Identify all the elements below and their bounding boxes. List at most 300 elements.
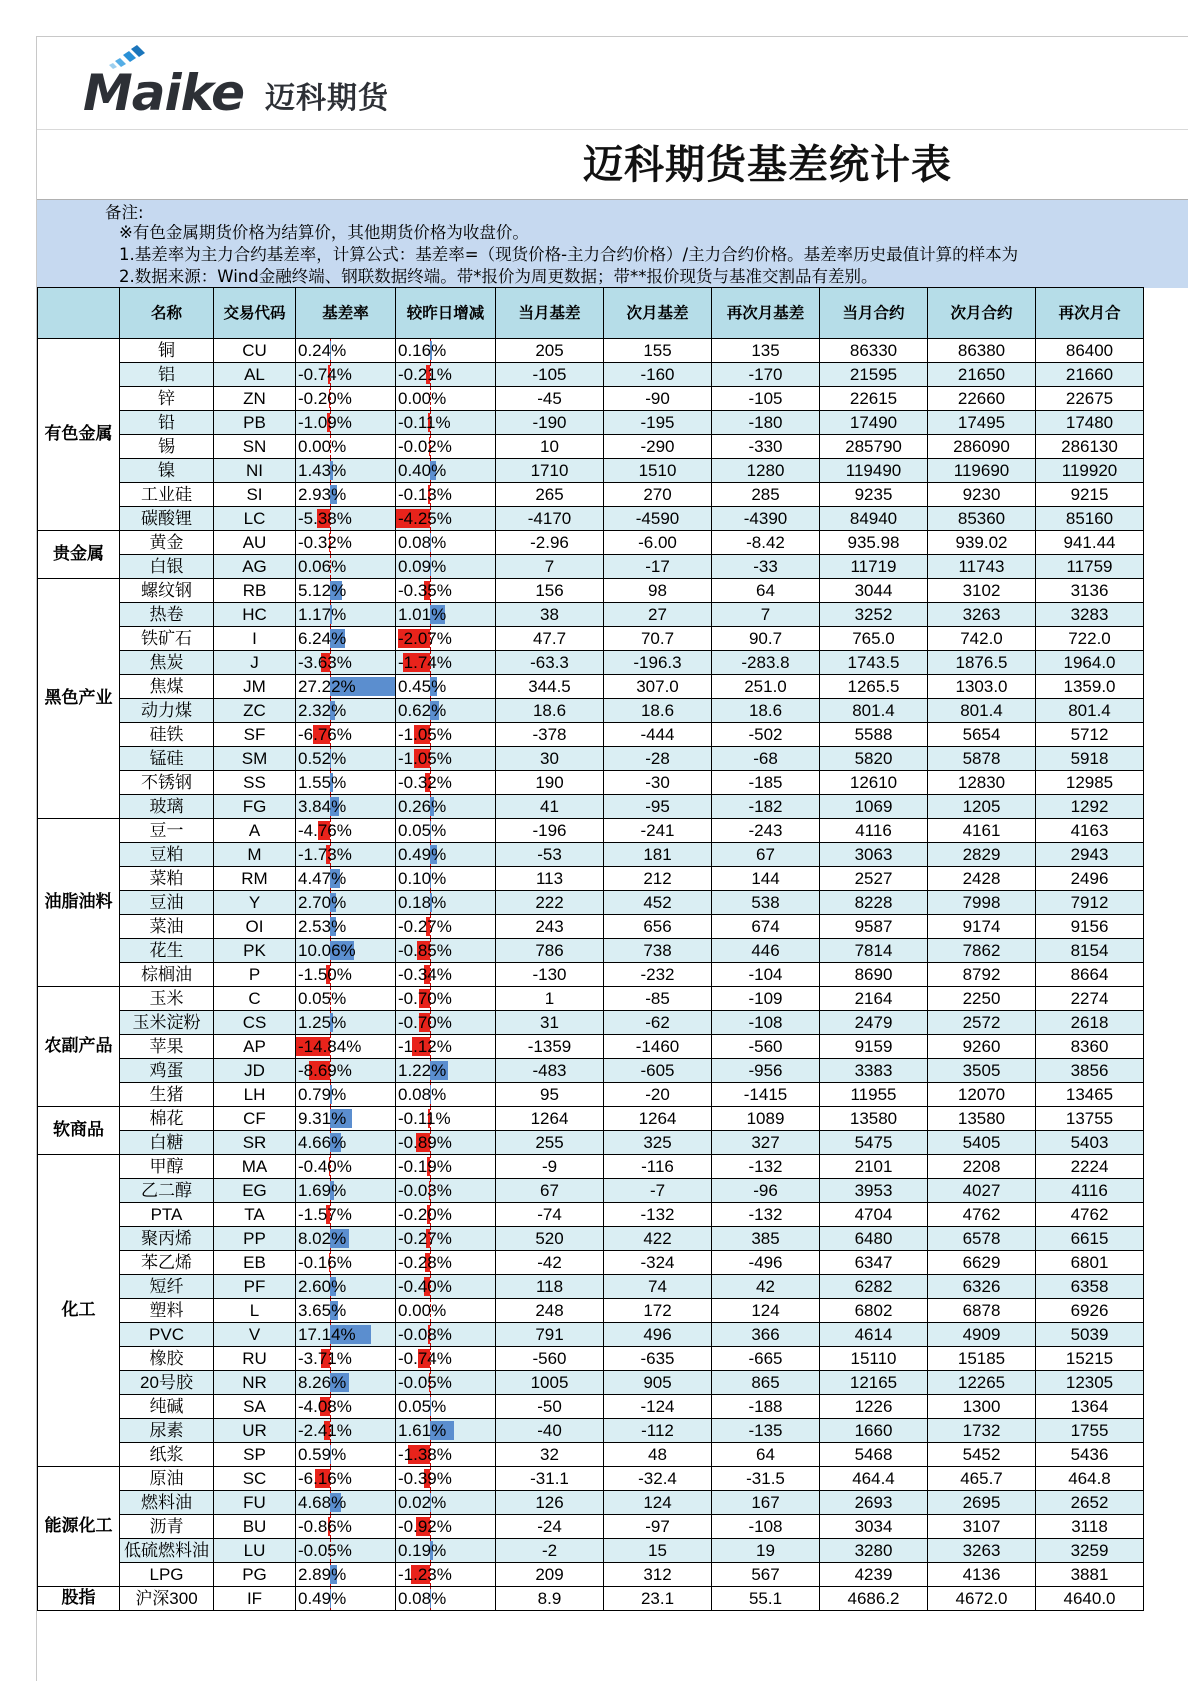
table-row — [38, 1011, 1144, 1035]
cell: -7 — [604, 1179, 712, 1203]
cell-text: 3.65% — [298, 1301, 346, 1320]
daily-change-cell — [396, 747, 496, 771]
cell: 765.0 — [820, 627, 928, 651]
cell: 2164 — [820, 987, 928, 1011]
table-row — [38, 1203, 1144, 1227]
daily-change-cell — [396, 1251, 496, 1275]
cell: 7912 — [1036, 891, 1144, 915]
cell: 橡胶 — [120, 1347, 214, 1371]
column-header: 名称 — [120, 288, 214, 339]
daily-change-cell — [396, 1155, 496, 1179]
cell: SP — [214, 1443, 296, 1467]
cell: 6629 — [928, 1251, 1036, 1275]
cell: MA — [214, 1155, 296, 1179]
cell-text: -2.41% — [298, 1421, 352, 1440]
cell: 86330 — [820, 339, 928, 363]
cell-text: 0.49% — [398, 845, 446, 864]
cell-text: -0.92% — [398, 1517, 452, 1536]
cell: P — [214, 963, 296, 987]
cell: 243 — [496, 915, 604, 939]
cell: 5452 — [928, 1443, 1036, 1467]
cell-text: -0.32% — [398, 773, 452, 792]
cell: 464.4 — [820, 1467, 928, 1491]
cell: 2618 — [1036, 1011, 1144, 1035]
cell: -4170 — [496, 507, 604, 531]
cell: 棉花 — [120, 1107, 214, 1131]
cell-text: 0.05% — [398, 821, 446, 840]
cell: TA — [214, 1203, 296, 1227]
basis-rate-cell — [296, 747, 396, 771]
cell: 4704 — [820, 1203, 928, 1227]
cell-text: -1.05% — [398, 725, 452, 744]
cell: 2572 — [928, 1011, 1036, 1035]
column-header: 次月基差 — [604, 288, 712, 339]
cell-text: -0.19% — [398, 1157, 452, 1176]
cell: 尿素 — [120, 1419, 214, 1443]
cell: 85360 — [928, 507, 1036, 531]
brand-name: 迈科期货 — [265, 79, 389, 119]
cell: 42 — [712, 1275, 820, 1299]
cell: 5820 — [820, 747, 928, 771]
cell: 86400 — [1036, 339, 1144, 363]
cell-text: 0.08% — [398, 1085, 446, 1104]
cell-text: -1.38% — [398, 1445, 452, 1464]
cell: -95 — [604, 795, 712, 819]
cell: 119690 — [928, 459, 1036, 483]
cell: 4640.0 — [1036, 1587, 1144, 1611]
cell: 12985 — [1036, 771, 1144, 795]
basis-rate-cell — [296, 843, 396, 867]
basis-rate-cell — [296, 1179, 396, 1203]
cell: -635 — [604, 1347, 712, 1371]
cell: 9174 — [928, 915, 1036, 939]
cell: 742.0 — [928, 627, 1036, 651]
daily-change-cell — [396, 339, 496, 363]
cell: -160 — [604, 363, 712, 387]
cell: FG — [214, 795, 296, 819]
cell-text: -1.23% — [398, 1565, 452, 1584]
table-row — [38, 483, 1144, 507]
notes-line: ※有色金属期货价格为结算价，其他期货价格为收盘价。 — [119, 222, 529, 244]
cell: 工业硅 — [120, 483, 214, 507]
cell: -232 — [604, 963, 712, 987]
cell: 6480 — [820, 1227, 928, 1251]
table-row — [38, 1107, 1144, 1131]
cell: -560 — [496, 1347, 604, 1371]
cell: NR — [214, 1371, 296, 1395]
cell-text: -0.27% — [398, 1229, 452, 1248]
cell: 3263 — [928, 1539, 1036, 1563]
cell: 碳酸锂 — [120, 507, 214, 531]
cell: 17495 — [928, 411, 1036, 435]
cell: 12305 — [1036, 1371, 1144, 1395]
cell: 黄金 — [120, 531, 214, 555]
cell: 222 — [496, 891, 604, 915]
cell: -124 — [604, 1395, 712, 1419]
cell: 2527 — [820, 867, 928, 891]
cell-text: 0.08% — [398, 1589, 446, 1608]
table-row — [38, 1347, 1144, 1371]
column-header: 基差率 — [296, 288, 396, 339]
cell: 144 — [712, 867, 820, 891]
logo-wordmark: Maike — [83, 63, 244, 123]
cell: 12830 — [928, 771, 1036, 795]
cell: 焦炭 — [120, 651, 214, 675]
cell: 255 — [496, 1131, 604, 1155]
cell: 285790 — [820, 435, 928, 459]
cell: 135 — [712, 339, 820, 363]
cell: AP — [214, 1035, 296, 1059]
cell: 1280 — [712, 459, 820, 483]
cell: 3383 — [820, 1059, 928, 1083]
cell: M — [214, 843, 296, 867]
basis-rate-cell — [296, 483, 396, 507]
cell-text: 1.22% — [398, 1061, 446, 1080]
cell: SA — [214, 1395, 296, 1419]
cell-text: 0.02% — [398, 1493, 446, 1512]
cell: -560 — [712, 1035, 820, 1059]
column-header — [38, 288, 120, 339]
cell: 玉米淀粉 — [120, 1011, 214, 1035]
cell: EG — [214, 1179, 296, 1203]
table-row — [38, 1131, 1144, 1155]
cell: 4909 — [928, 1323, 1036, 1347]
cell: 941.44 — [1036, 531, 1144, 555]
table-row — [38, 411, 1144, 435]
cell-text: 10.06% — [298, 941, 356, 960]
cell: RB — [214, 579, 296, 603]
daily-change-cell — [396, 699, 496, 723]
daily-change-cell — [396, 627, 496, 651]
cell: -196.3 — [604, 651, 712, 675]
cell: -108 — [712, 1515, 820, 1539]
cell: 2652 — [1036, 1491, 1144, 1515]
table-row — [38, 963, 1144, 987]
cell: 385 — [712, 1227, 820, 1251]
table-row — [38, 1299, 1144, 1323]
cell: -42 — [496, 1251, 604, 1275]
cell: 1264 — [604, 1107, 712, 1131]
cell: 74 — [604, 1275, 712, 1299]
table-row — [38, 699, 1144, 723]
cell: 38 — [496, 603, 604, 627]
cell: 5475 — [820, 1131, 928, 1155]
cell: 纸浆 — [120, 1443, 214, 1467]
basis-rate-cell — [296, 795, 396, 819]
cell: 2693 — [820, 1491, 928, 1515]
cell: -1460 — [604, 1035, 712, 1059]
cell: 8792 — [928, 963, 1036, 987]
cell-text: -0.20% — [298, 389, 352, 408]
cell: -4390 — [712, 507, 820, 531]
cell: 113 — [496, 867, 604, 891]
column-header: 当月基差 — [496, 288, 604, 339]
cell: 344.5 — [496, 675, 604, 699]
daily-change-cell — [396, 459, 496, 483]
table-row — [38, 1467, 1144, 1491]
cell: CS — [214, 1011, 296, 1035]
cell: 452 — [604, 891, 712, 915]
cell: 1226 — [820, 1395, 928, 1419]
cell-text: 8.02% — [298, 1229, 346, 1248]
cell-text: 0.59% — [298, 1445, 346, 1464]
table-row — [38, 1587, 1144, 1611]
notes-line: 2.数据来源：Wind金融终端、钢联数据终端。带*报价为周更数据；带**报价现货与基准交割品有差别。 — [119, 266, 877, 288]
cell: 3283 — [1036, 603, 1144, 627]
cell: 菜粕 — [120, 867, 214, 891]
cell: 3136 — [1036, 579, 1144, 603]
cell: 镍 — [120, 459, 214, 483]
cell: 19 — [712, 1539, 820, 1563]
basis-rate-cell — [296, 891, 396, 915]
cell: CU — [214, 339, 296, 363]
cell-text: -0.13% — [398, 485, 452, 504]
cell-text: -0.86% — [298, 1517, 352, 1536]
cell: 6926 — [1036, 1299, 1144, 1323]
cell: 11955 — [820, 1083, 928, 1107]
cell: 23.1 — [604, 1587, 712, 1611]
cell-text: 0.62% — [398, 701, 446, 720]
cell: 4762 — [928, 1203, 1036, 1227]
cell: 硅铁 — [120, 723, 214, 747]
cell: 沥青 — [120, 1515, 214, 1539]
cell: FU — [214, 1491, 296, 1515]
basis-rate-cell — [296, 1035, 396, 1059]
cell: 3063 — [820, 843, 928, 867]
cell-text: -0.40% — [298, 1157, 352, 1176]
cell: 119490 — [820, 459, 928, 483]
cell-text: 27.22% — [298, 677, 356, 696]
cell: -195 — [604, 411, 712, 435]
cell-text: -3.63% — [298, 653, 352, 672]
cell: 短纤 — [120, 1275, 214, 1299]
cell: LH — [214, 1083, 296, 1107]
cell: -4590 — [604, 507, 712, 531]
cell: -2.96 — [496, 531, 604, 555]
cell-text: -0.70% — [398, 1013, 452, 1032]
basis-rate-cell — [296, 1227, 396, 1251]
cell: -170 — [712, 363, 820, 387]
cell-text: -1.50% — [298, 965, 352, 984]
cell: 5654 — [928, 723, 1036, 747]
cell-text: 2.70% — [298, 893, 346, 912]
cell: -28 — [604, 747, 712, 771]
spreadsheet — [36, 36, 1188, 1681]
cell: -68 — [712, 747, 820, 771]
daily-change-cell — [396, 1275, 496, 1299]
cell: 3280 — [820, 1539, 928, 1563]
table-row — [38, 339, 1144, 363]
cell: -24 — [496, 1515, 604, 1539]
cell-text: 0.18% — [398, 893, 446, 912]
cell: 312 — [604, 1563, 712, 1587]
cell: 47.7 — [496, 627, 604, 651]
cell: 7 — [712, 603, 820, 627]
cell: J — [214, 651, 296, 675]
cell: 155 — [604, 339, 712, 363]
cell: 铝 — [120, 363, 214, 387]
cell: -330 — [712, 435, 820, 459]
column-header: 交易代码 — [214, 288, 296, 339]
basis-rate-cell — [296, 459, 396, 483]
cell-text: -8.69% — [298, 1061, 352, 1080]
basis-rate-cell — [296, 363, 396, 387]
cell: 738 — [604, 939, 712, 963]
table-row — [38, 771, 1144, 795]
cell: 3252 — [820, 603, 928, 627]
cell: -90 — [604, 387, 712, 411]
cell: -50 — [496, 1395, 604, 1419]
daily-change-cell — [396, 675, 496, 699]
cell: 2224 — [1036, 1155, 1144, 1179]
cell: 苹果 — [120, 1035, 214, 1059]
cell: 18.6 — [712, 699, 820, 723]
cell: -32.4 — [604, 1467, 712, 1491]
daily-change-cell — [396, 507, 496, 531]
cell: 286090 — [928, 435, 1036, 459]
cell: -665 — [712, 1347, 820, 1371]
cell: 67 — [712, 843, 820, 867]
basis-rate-cell — [296, 867, 396, 891]
cell: 325 — [604, 1131, 712, 1155]
cell: IF — [214, 1587, 296, 1611]
daily-change-cell — [396, 411, 496, 435]
cell: 8.9 — [496, 1587, 604, 1611]
cell-text: -0.11% — [398, 1109, 451, 1128]
cell: -496 — [712, 1251, 820, 1275]
cell: 3953 — [820, 1179, 928, 1203]
table-row — [38, 627, 1144, 651]
cell: -502 — [712, 723, 820, 747]
cell: 12265 — [928, 1371, 1036, 1395]
table-row — [38, 843, 1144, 867]
category-cell: 化工 — [38, 1155, 120, 1467]
table-row — [38, 1443, 1144, 1467]
cell: 4027 — [928, 1179, 1036, 1203]
cell: 6802 — [820, 1299, 928, 1323]
cell-text: -0.02% — [398, 437, 452, 456]
cell: 4116 — [820, 819, 928, 843]
cell-text: 0.00% — [398, 389, 446, 408]
basis-rate-cell — [296, 1059, 396, 1083]
basis-rate-cell — [296, 1587, 396, 1611]
daily-change-cell — [396, 915, 496, 939]
daily-change-cell — [396, 891, 496, 915]
cell-text: 0.16% — [398, 341, 446, 360]
cell-text: 1.17% — [298, 605, 346, 624]
cell: -324 — [604, 1251, 712, 1275]
cell: SI — [214, 483, 296, 507]
daily-change-cell — [396, 795, 496, 819]
basis-rate-cell — [296, 1203, 396, 1227]
cell: 285 — [712, 483, 820, 507]
cell-text: 0.45% — [398, 677, 446, 696]
cell: 13755 — [1036, 1107, 1144, 1131]
basis-rate-cell — [296, 987, 396, 1011]
cell: 1732 — [928, 1419, 1036, 1443]
table-row — [38, 603, 1144, 627]
cell: 2943 — [1036, 843, 1144, 867]
table-row — [38, 675, 1144, 699]
cell: A — [214, 819, 296, 843]
cell: C — [214, 987, 296, 1011]
cell: 786 — [496, 939, 604, 963]
cell: 209 — [496, 1563, 604, 1587]
cell: 白糖 — [120, 1131, 214, 1155]
cell-text: -0.03% — [398, 1181, 452, 1200]
cell: NI — [214, 459, 296, 483]
cell-text: -0.05% — [398, 1373, 452, 1392]
cell: 3118 — [1036, 1515, 1144, 1539]
cell: -2 — [496, 1539, 604, 1563]
cell-text: -0.74% — [298, 365, 352, 384]
basis-rate-cell — [296, 1323, 396, 1347]
table-row — [38, 795, 1144, 819]
daily-change-cell — [396, 843, 496, 867]
header-row — [38, 288, 1144, 339]
cell: 豆粕 — [120, 843, 214, 867]
cell: -6.00 — [604, 531, 712, 555]
cell: 95 — [496, 1083, 604, 1107]
basis-rate-cell — [296, 723, 396, 747]
cell: 11759 — [1036, 555, 1144, 579]
cell: 935.98 — [820, 531, 928, 555]
basis-rate-cell — [296, 1083, 396, 1107]
cell: 乙二醇 — [120, 1179, 214, 1203]
cell: 动力煤 — [120, 699, 214, 723]
daily-change-cell — [396, 1467, 496, 1491]
cell: 1710 — [496, 459, 604, 483]
cell: 12070 — [928, 1083, 1036, 1107]
cell: 2101 — [820, 1155, 928, 1179]
cell: 48 — [604, 1443, 712, 1467]
cell-text: -0.40% — [398, 1277, 452, 1296]
cell: 464.8 — [1036, 1467, 1144, 1491]
cell: -1359 — [496, 1035, 604, 1059]
cell: 花生 — [120, 939, 214, 963]
cell: V — [214, 1323, 296, 1347]
cell: 3505 — [928, 1059, 1036, 1083]
cell: 64 — [712, 579, 820, 603]
cell-text: -0.32% — [298, 533, 352, 552]
daily-change-cell — [396, 603, 496, 627]
cell: 156 — [496, 579, 604, 603]
cell: LU — [214, 1539, 296, 1563]
cell: 205 — [496, 339, 604, 363]
daily-change-cell — [396, 387, 496, 411]
daily-change-cell — [396, 1371, 496, 1395]
cell-text: -1.73% — [298, 845, 352, 864]
table-row — [38, 651, 1144, 675]
cell: 181 — [604, 843, 712, 867]
column-header: 当月合约 — [820, 288, 928, 339]
daily-change-cell — [396, 1107, 496, 1131]
cell: 2428 — [928, 867, 1036, 891]
cell: 热卷 — [120, 603, 214, 627]
daily-change-cell — [396, 1059, 496, 1083]
cell: Y — [214, 891, 296, 915]
daily-change-cell — [396, 939, 496, 963]
cell: 327 — [712, 1131, 820, 1155]
column-header: 再次月基差 — [712, 288, 820, 339]
cell-text: 0.08% — [398, 533, 446, 552]
cell-text: -1.74% — [398, 653, 452, 672]
basis-rate-cell — [296, 1395, 396, 1419]
cell: 8664 — [1036, 963, 1144, 987]
cell: L — [214, 1299, 296, 1323]
cell: 1089 — [712, 1107, 820, 1131]
daily-change-cell — [396, 651, 496, 675]
